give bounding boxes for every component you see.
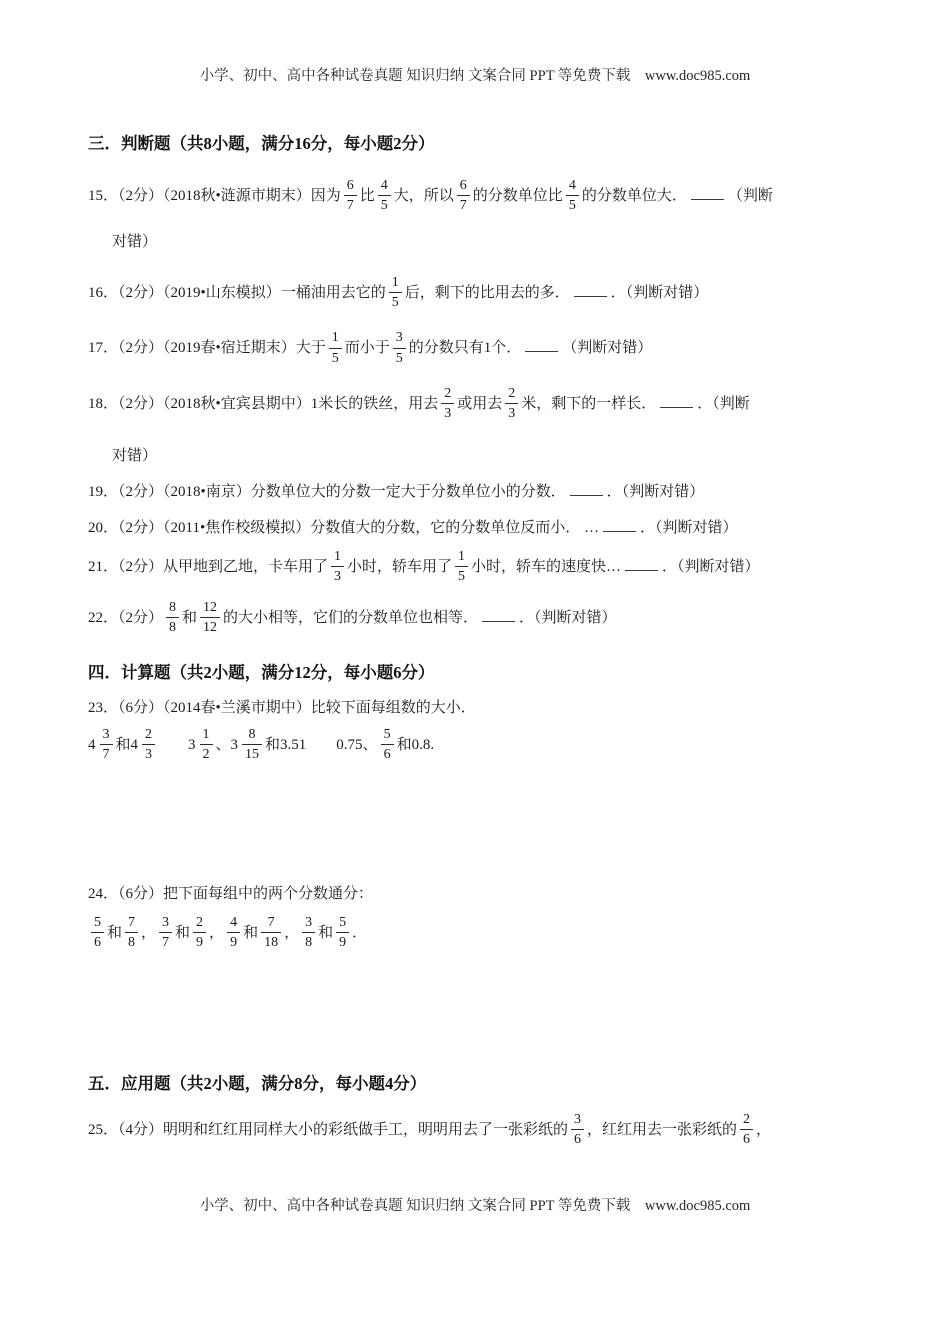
fraction-numerator: 2 (740, 1111, 753, 1130)
text-run: 大，所以 (393, 188, 454, 205)
text-run: ．（判断对错） (662, 558, 760, 575)
text-run: 、 (215, 737, 231, 754)
fraction-denominator: 6 (574, 1131, 582, 1147)
fraction-numerator: 3 (302, 914, 315, 933)
text-run: 对错） (112, 234, 158, 251)
fraction-numerator: 5 (336, 914, 349, 933)
text-run: 17．（2分）（2019春•宿迁期末）大于 (88, 340, 326, 357)
fraction (100, 726, 113, 763)
fraction-numerator: 2 (142, 726, 155, 745)
fraction-numerator: 6 (344, 177, 357, 196)
fraction-numerator: 1 (200, 726, 213, 745)
text-run: 和3.51 0.75、 (265, 737, 378, 754)
question-line (88, 883, 894, 905)
text-run: 米，剩下的一样长． (521, 395, 657, 412)
question-line (88, 386, 894, 423)
fraction-denominator: 15 (245, 747, 260, 763)
question-16 (88, 275, 894, 312)
fraction-numerator: 2 (193, 914, 206, 933)
fraction (261, 914, 281, 951)
question-line (88, 445, 894, 467)
fraction-denominator: 8 (169, 620, 177, 636)
fraction-denominator: 7 (102, 747, 110, 763)
fraction-denominator: 5 (391, 295, 399, 311)
text-run: （判断 (727, 188, 773, 205)
fraction (457, 177, 470, 214)
question-15 (88, 178, 894, 253)
text-run: 20．（2分）（2011•焦作校级模拟）分数值大的分数，它的分数单位反而小． … (88, 519, 599, 536)
fraction (227, 914, 240, 951)
question-21 (88, 549, 894, 586)
text-run: 和 (115, 737, 131, 754)
fraction-numerator: 1 (389, 274, 402, 293)
text-run: 后，剩下的比用去的多． (404, 285, 570, 302)
text-run: 的分数单位大． (581, 188, 687, 205)
question-20 (88, 517, 894, 539)
fraction-numerator: 3 (393, 329, 406, 348)
fraction (91, 914, 104, 951)
text-run: ，红红用去一张彩纸的 (587, 1121, 738, 1138)
fraction-numerator: 8 (166, 599, 179, 618)
text-run: ， (209, 924, 225, 941)
text-run: 25．（4分）明明和红红用同样大小的彩纸做手工，明明用去了一张彩纸的 (88, 1121, 569, 1138)
text-run: 对错） (112, 447, 158, 464)
answer-blank (574, 283, 607, 297)
mixed-number-whole: 3 (188, 737, 196, 754)
fraction (331, 548, 344, 585)
text-run: 19．（2分）（2018•南京）分数单位大的分数一定大于分数单位小的分数． (88, 483, 566, 500)
answer-blank (603, 518, 636, 532)
fraction-numerator: 3 (571, 1111, 584, 1130)
question-19 (88, 481, 894, 503)
text-run: 和 (175, 924, 191, 941)
fraction (142, 726, 155, 763)
text-run: ， (141, 924, 157, 941)
text-run: 和 (243, 924, 259, 941)
fraction-denominator: 18 (264, 934, 279, 950)
fraction (441, 385, 454, 422)
text-run: ．（判断对错） (610, 285, 709, 302)
page-header: 小学、初中、高中各种试卷真题 知识归纳 文案合同 PPT 等免费下载 www.doc985.com (199, 68, 751, 84)
text-run: 比 (359, 188, 375, 205)
question-line (88, 275, 894, 312)
fraction-denominator: 9 (196, 934, 204, 950)
text-run: 小时，轿车用了 (347, 558, 453, 575)
text-run: （判断对错） (562, 340, 653, 357)
text-run: ．（判断对错） (639, 519, 738, 536)
text-run: 15．（2分）（2018秋•涟源市期末）因为 (88, 188, 341, 205)
fraction-numerator: 5 (381, 726, 394, 745)
fraction-numerator: 7 (125, 914, 138, 933)
fraction-denominator: 5 (458, 568, 466, 584)
answer-blank (482, 608, 515, 622)
text-run: 22．（2分） (88, 610, 164, 627)
fraction-denominator: 12 (203, 620, 218, 636)
question-24 (88, 883, 894, 952)
text-run: ．（判断对错） (519, 610, 617, 627)
fraction (740, 1111, 753, 1148)
fraction-numerator: 5 (91, 914, 104, 933)
fraction-numerator: 2 (441, 385, 454, 404)
fraction-numerator: 3 (100, 726, 113, 745)
fraction (336, 914, 349, 951)
text-run (158, 737, 188, 753)
text-run: 的大小相等，它们的分数单位也相等． (223, 610, 479, 627)
fraction-numerator: 4 (378, 177, 391, 196)
question-line (88, 481, 894, 503)
fraction-denominator: 7 (459, 198, 467, 214)
fraction-denominator: 6 (94, 934, 101, 950)
fraction-denominator: 3 (444, 405, 452, 421)
fraction-denominator: 5 (331, 350, 339, 366)
fraction-denominator: 7 (346, 198, 354, 214)
question-22 (88, 600, 894, 637)
mixed-number-whole: 4 (130, 737, 139, 754)
fraction-denominator: 9 (230, 934, 238, 950)
answer-blank (691, 186, 724, 200)
fraction-denominator: 8 (128, 934, 136, 950)
fraction-denominator: 5 (380, 198, 388, 214)
fraction-denominator: 6 (383, 747, 391, 763)
section-title: 三．判断题（共8小题，满分16分，每小题2分） (88, 134, 435, 153)
text-run: ．（判断对错） (606, 483, 705, 500)
fraction (125, 914, 138, 951)
answer-blank (525, 338, 558, 352)
text-run: 24．（6分）把下面每组中的两个分数通分： (88, 885, 374, 902)
fraction-denominator: 3 (508, 405, 516, 421)
mixed-number-whole: 3 (230, 737, 239, 754)
question-line (88, 178, 894, 215)
text-run: 而小于 (344, 340, 390, 357)
text-run: 和0.8. (396, 737, 435, 754)
fraction-numerator: 8 (242, 726, 262, 745)
text-run: 小时，轿车的速度快… (471, 558, 622, 575)
fraction-denominator: 5 (395, 350, 403, 366)
fraction (381, 726, 394, 763)
fraction (242, 726, 262, 763)
fraction-numerator: 2 (505, 385, 518, 404)
text-run: 23．（6分）（2014春•兰溪市期中）比较下面每组数的大小． (88, 700, 476, 717)
question-line (88, 517, 894, 539)
fraction-numerator: 1 (329, 329, 342, 348)
fraction-denominator: 8 (305, 934, 313, 950)
question-23 (88, 697, 894, 764)
text-run: ， (756, 1121, 772, 1138)
fraction-denominator: 3 (334, 568, 342, 584)
fraction-numerator: 1 (331, 548, 344, 567)
question-line (88, 697, 894, 719)
fraction-denominator: 2 (202, 747, 210, 763)
question-17 (88, 330, 894, 367)
answer-blank (625, 557, 658, 571)
fraction-denominator: 6 (743, 1131, 751, 1147)
fraction (378, 177, 391, 214)
fraction (344, 177, 357, 214)
fraction (389, 274, 402, 311)
question-line (88, 549, 894, 586)
section-title: 五．应用题（共2小题，满分8分，每小题4分） (88, 1073, 427, 1093)
fraction (166, 599, 179, 636)
fraction-numerator: 12 (200, 599, 220, 618)
fraction-denominator: 3 (145, 747, 153, 763)
fraction-numerator: 6 (457, 177, 470, 196)
fraction-numerator: 1 (455, 548, 468, 567)
fraction (329, 329, 342, 366)
fraction (393, 329, 406, 366)
section-title: 四．计算题（共2小题，满分12分，每小题6分） (88, 663, 435, 683)
text-run: 21．（2分）从甲地到乙地，卡车用了 (88, 558, 329, 575)
text-run: 和 (182, 610, 198, 627)
text-run: 的分数单位比 (472, 188, 563, 205)
question-line (88, 231, 894, 253)
text-run: 和 (318, 924, 334, 941)
fraction (455, 548, 468, 585)
mixed-number-whole: 4 (88, 737, 96, 754)
fraction-denominator: 5 (568, 198, 576, 214)
text-run: 和 (107, 924, 123, 941)
answer-blank (660, 394, 693, 408)
text-run: ．（判断 (697, 395, 750, 412)
question-line (88, 915, 894, 952)
fraction-numerator: 3 (159, 914, 172, 933)
page-footer: 小学、初中、高中各种试卷真题 知识归纳 文案合同 PPT 等免费下载 www.doc985.com (199, 1198, 751, 1214)
fraction-numerator: 7 (261, 914, 281, 933)
fraction (505, 385, 518, 422)
fraction-numerator: 4 (566, 177, 579, 196)
fraction-numerator: 4 (227, 914, 240, 933)
text-run: ． (352, 924, 368, 941)
text-run: 或用去 (457, 395, 503, 412)
fraction (302, 914, 315, 951)
fraction (159, 914, 172, 951)
fraction (571, 1111, 584, 1148)
fraction (566, 177, 579, 214)
worksheet-content (88, 132, 894, 1149)
fraction (200, 726, 213, 763)
answer-blank (570, 482, 603, 496)
question-line (88, 1112, 894, 1149)
fraction (193, 914, 206, 951)
text-run: 的分数只有1个． (408, 340, 522, 357)
fraction (200, 599, 220, 636)
text-run: ， (284, 924, 300, 941)
question-25 (88, 1112, 894, 1149)
fraction-denominator: 9 (339, 934, 347, 950)
question-18 (88, 386, 894, 467)
text-run: 16．（2分）（2019•山东模拟）一桶油用去它的 (88, 285, 386, 302)
fraction-denominator: 7 (162, 934, 170, 950)
question-line (88, 330, 894, 367)
question-line (88, 727, 894, 764)
question-line (88, 600, 894, 637)
text-run: 18．（2分）（2018秋•宜宾县期中）1米长的铁丝，用去 (88, 395, 439, 412)
